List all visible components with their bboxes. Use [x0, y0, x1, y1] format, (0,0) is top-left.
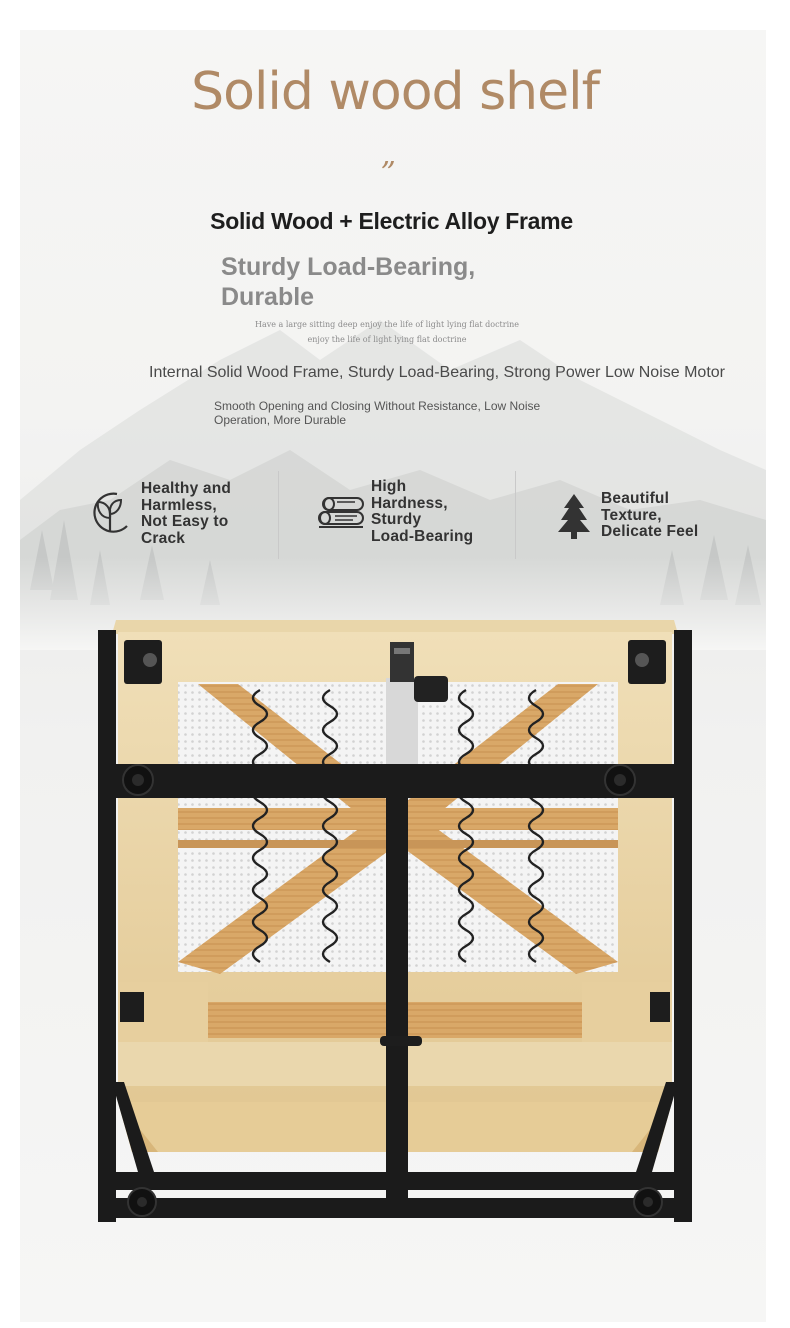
sturdy-line-1: Sturdy Load-Bearing,: [221, 253, 476, 281]
feature-line: Beautiful: [601, 490, 670, 507]
feature-healthy: [87, 481, 271, 547]
feature-line: Delicate Feel: [601, 523, 699, 540]
bed-frame-illustration: [98, 612, 692, 1226]
internal-frame-text: Internal Solid Wood Frame, Sturdy Load-Bearing, Strong Power Low Noise Motor: [149, 364, 725, 381]
feature-line: Texture,: [601, 506, 662, 524]
feature-line: Crack: [141, 529, 186, 547]
feature-hardness: [315, 479, 501, 545]
feature-texture-text: [601, 491, 751, 541]
feature-line: Sturdy: [371, 511, 422, 528]
smooth-line-1: Smooth Opening and Closing Without Resistance, Low Noise: [214, 399, 541, 413]
subtitle: Solid Wood + Electric Alloy Frame: [210, 208, 573, 234]
feature-line: Not Easy to: [141, 513, 229, 530]
smooth-operation-text: [214, 399, 574, 427]
page-title: Solid wood shelf: [191, 62, 599, 122]
feature-line: Healthy and: [141, 480, 232, 497]
sturdy-heading: [221, 252, 541, 312]
tagline-2: enjoy the life of light lying flat doctrine: [307, 335, 467, 344]
feature-divider: [515, 471, 516, 559]
feature-line: Harmless,: [141, 496, 217, 514]
wood-logs-icon: [315, 492, 367, 532]
sturdy-line-2: Durable: [221, 283, 315, 311]
feature-texture: [556, 491, 751, 541]
smooth-line-2: Operation, More Durable: [214, 413, 347, 427]
feature-line: Hardness,: [371, 494, 448, 512]
feature-healthy-text: [141, 481, 271, 547]
feature-line: Load-Bearing: [371, 527, 474, 545]
feature-hardness-text: [371, 479, 501, 545]
tagline-1: Have a large sitting deep enjoy the life of light lying flat doctrine: [254, 320, 520, 329]
feature-line: High: [371, 478, 407, 495]
feature-divider: [278, 471, 279, 559]
quote-mark: ”: [380, 156, 396, 191]
leaf-circle-icon: [87, 488, 133, 540]
pine-tree-icon: [556, 492, 592, 540]
